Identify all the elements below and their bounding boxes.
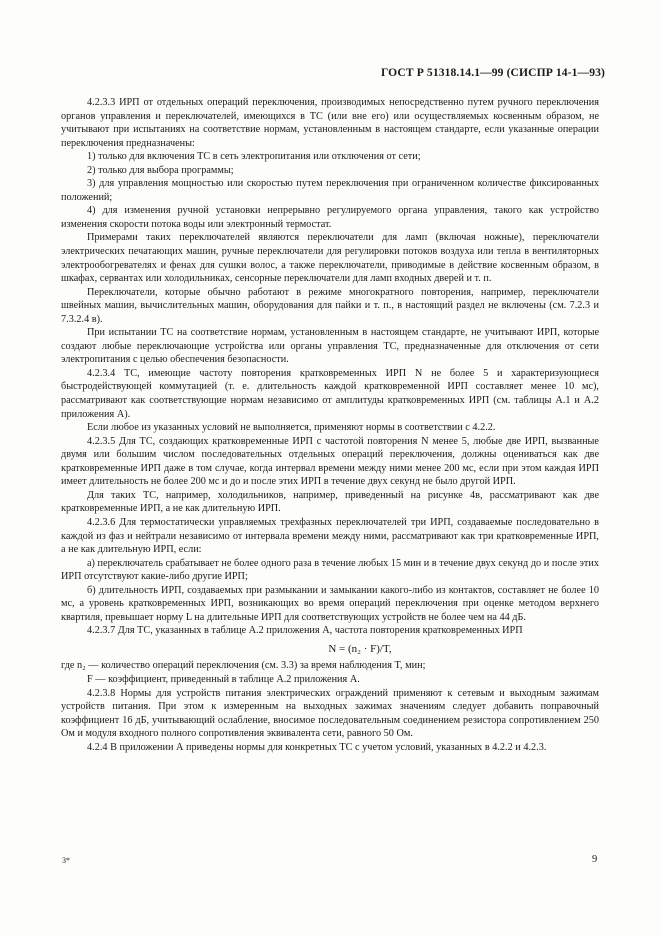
list-item-b: б) длительность ИРП, создаваемых при размыкании и замыкании какого-либо из контактов, составляет не более 10 мс, а уровень кратковременных ИРП, возникающих во время операций переключения при оценке методом верхнего квартиля, превышает норму L на длительные ИРП для соответствующих устройств не более чем на 44 дБ. — [61, 584, 599, 623]
para-examples: Примерами таких переключателей являются переключатели для ламп (включая ножные), переключатели электрических печатающих машин, ручные переключатели для регулировки потоков воздуха или тепла в вентиляторных электрообогревателях и фенах для сушки волос, а также переключатели, приводимые в действие косвенным образом, в шкафах, сервантах или холодильниках, сенсорные переключатели для ламп входных дверей и т. п. — [61, 232, 599, 285]
where-line-f: F — коэффициент, приведенный в таблице А.2 приложения А. — [87, 673, 360, 685]
para-4-2-3-5: 4.2.3.5 Для ТС, создающих кратковременные ИРП с частотой повторения N менее 5, любые две ИРП, вызванные двумя или большим числом последовательных отдельных операций переключения, должны оцениваться как две кратковременные ИРП даже в том случае, когда интервал времени между ними менее 200 мс, если при этом каждая ИРП имеет длительность не более 200 мс и до и после этих ИРП в течение двух секунд не было другой ИРП. — [61, 435, 599, 488]
list-item-a: а) переключатель срабатывает не более одного раза в течение любых 15 мин и в течение двух секунд до и после этих ИРП отсутствуют какие-либо другие ИРП; — [61, 557, 599, 583]
para-repetitive-switches: Переключатели, которые обычно работают в режиме многократного повторения, например, переключатели швейных машин, вычислительных машин, оборудования для пайки и т. п., в настоящий раздел не включены (см. 7.2.3 и 7.3.2.4 в). — [61, 286, 599, 325]
list-item-4: 4) для изменения ручной установки непрерывно регулируемого органа управления, такого как устройство изменения скорости потока воды или электронный термостат. — [61, 205, 599, 230]
list-item-3: 3) для управления мощностью или скоростью путем переключения при ограниченном количестве фиксированных положений; — [61, 178, 599, 203]
para-otherwise: Если любое из указанных условий не выполняется, применяют нормы в соответствии с 4.2.2. — [87, 422, 496, 434]
para-4-2-3-8: 4.2.3.8 Нормы для устройств питания электрических ограждений применяют к сетевым и выходным зажимам устройств питания. При этом к измеренным на выходных зажимах значениям следует добавить поправочный коэффициент 16 дБ, учитывающий ослабление, вносимое последовательным соединением резистора сопротивлением 250 Ом и модуля входного полного сопротивления эквивалента сети, равного 50 Ом. — [61, 687, 599, 740]
formula: N = (n₂ · F)/T, — [328, 642, 392, 655]
where-line-n: где n₂ — количество операций переключения (см. 3.3) за время наблюдения T, мин; — [61, 660, 426, 672]
para-4-2-3-7: 4.2.3.7 Для ТС, указанных в таблице А.2 приложения А, частота повторения кратковременных ИРП — [87, 625, 523, 637]
signature-mark: 3* — [62, 856, 70, 865]
para-4-2-3-6: 4.2.3.6 Для термостатически управляемых трехфазных переключателей три ИРП, создаваемые последовательно в каждой из фаз и нейтрали независимо от интервала времени между ними, рассматривают как три кратковременные ИРП, а не как длительную ИРП, если: — [61, 516, 599, 556]
para-refrigerators: Для таких ТС, например, холодильников, например, приведенный на рисунке 4в, рассматривают как две кратковременные ИРП, а не как длительную ИРП. — [61, 489, 599, 515]
page-number: 9 — [592, 854, 598, 865]
para-4-2-3-4: 4.2.3.4 ТС, имеющие частоту повторения кратковременных ИРП N не более 5 и характеризующиеся быстродействующей коммутацией (т. е. длительность каждой кратковременной ИРП составляет менее 10 мс), рассматривают как соответствующие нормам независимо от амплитуды кратковременных ИРП (см. таблицы А.1 и А.2 приложения А). — [61, 367, 599, 420]
para-safety-switches: При испытании ТС на соответствие нормам, установленным в настоящем стандарте, не учитывают ИРП, которые создают любые переключающие устройства или органы управления ТС, предназначенные для отключения от сети электропитания с целью обеспечения безопасности. — [61, 327, 599, 366]
list-item-2: 2) только для выбора программы; — [87, 164, 234, 176]
para-4-2-4: 4.2.4 В приложении А приведены нормы для конкретных ТС с учетом условий, указанных в 4.2.2 и 4.2.3. — [87, 741, 547, 753]
list-item-1: 1) только для включения ТС в сеть электропитания или отключения от сети; — [87, 151, 421, 163]
para-4-2-3-3: 4.2.3.3 ИРП от отдельных операций переключения, производимых непосредственно путем ручного переключения органов управления и переключателей, имеющихся в ТС (или вне его) или осуществляемых косвенным образом, не учитывают при испытаниях на соответствие нормам, установленным в настоящем стандарте, если указанные операции переключения предназначены: — [61, 97, 599, 149]
document-body — [61, 96, 599, 754]
standard-header: ГОСТ Р 51318.14.1—99 (СИСПР 14-1—93) — [380, 66, 605, 79]
